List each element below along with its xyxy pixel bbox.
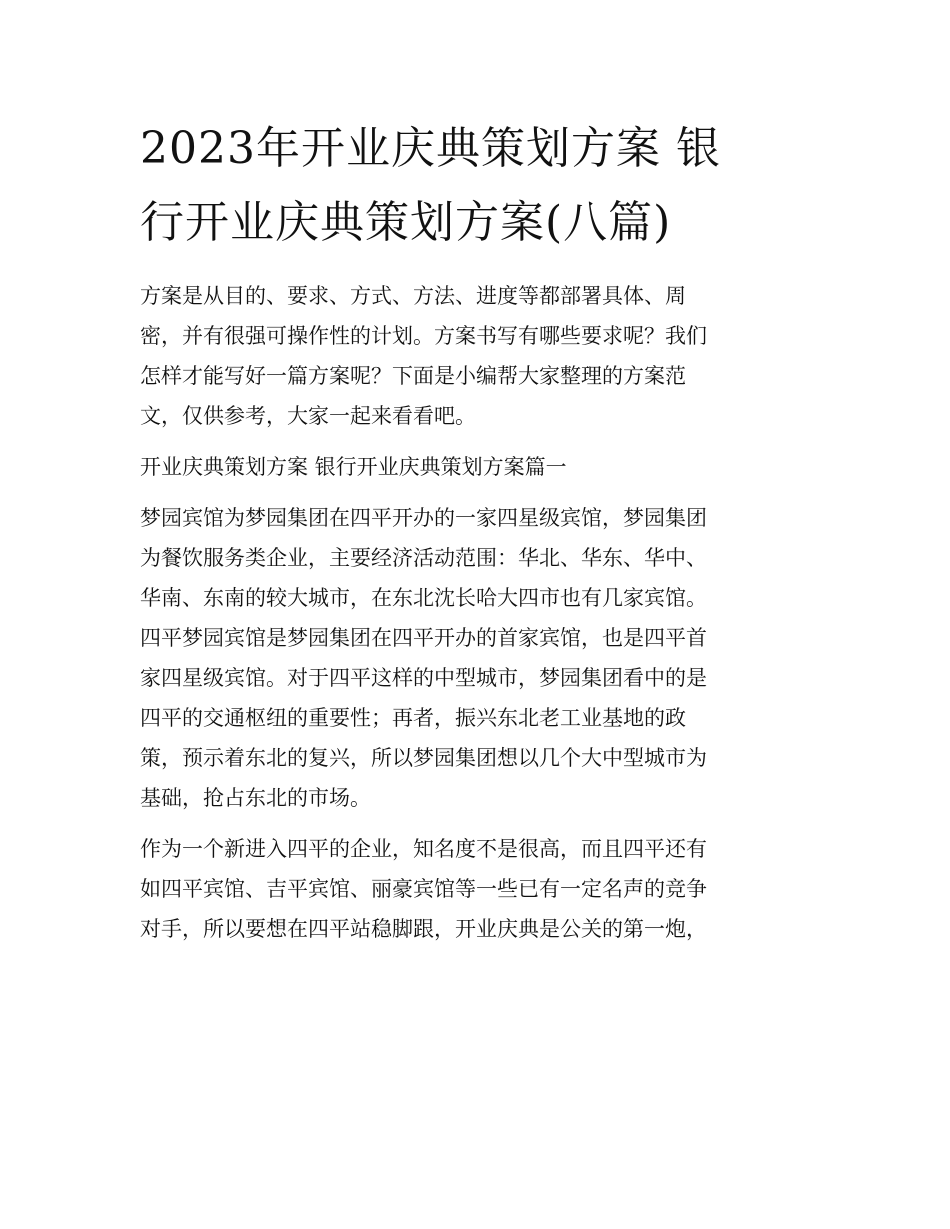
- intro-paragraph: 方案是从目的、要求、方式、方法、进度等都部署具体、周 密，并有很强可操作性的计划。方案书写有哪些要求呢？我们 怎样才能写好一篇方案呢？下面是小编帮大家整理的方案范 文，仅供参考，大家一起来看看吧。: [140, 284, 707, 428]
- document-title: 2023年开业庆典策划方案 银 行开业庆典策划方案(八篇): [140, 123, 721, 248]
- body-paragraph: 作为一个新进入四平的企业，知名度不是很高，而且四平还有 如四平宾馆、吉平宾馆、丽豪宾馆等一些已有一定名声的竞争 对手，所以要想在四平站稳脚跟，开业庆典是公关的第一炮，: [140, 837, 707, 941]
- section-heading: 开业庆典策划方案 银行开业庆典策划方案篇一: [140, 455, 567, 479]
- body-paragraph: 梦园宾馆为梦园集团在四平开办的一家四星级宾馆，梦园集团 为餐饮服务类企业，主要经济活动范围：华北、华东、华中、 华南、东南的较大城市，在东北沈长哈大四市也有几家宾馆。 四平梦园宾馆是梦园集团在四平开办的首家宾馆，也是四平首 家四星级宾馆。对于四平这样的中型城市，梦园集团看中的是 四平的交通枢纽的重要性；再者，振兴东北老工业基地的政 策，预示着东北的复兴，所以梦园集团想以几个大中型城市为 基础，抢占东北的市场。: [140, 506, 707, 810]
- document-body: [140, 276, 830, 960]
